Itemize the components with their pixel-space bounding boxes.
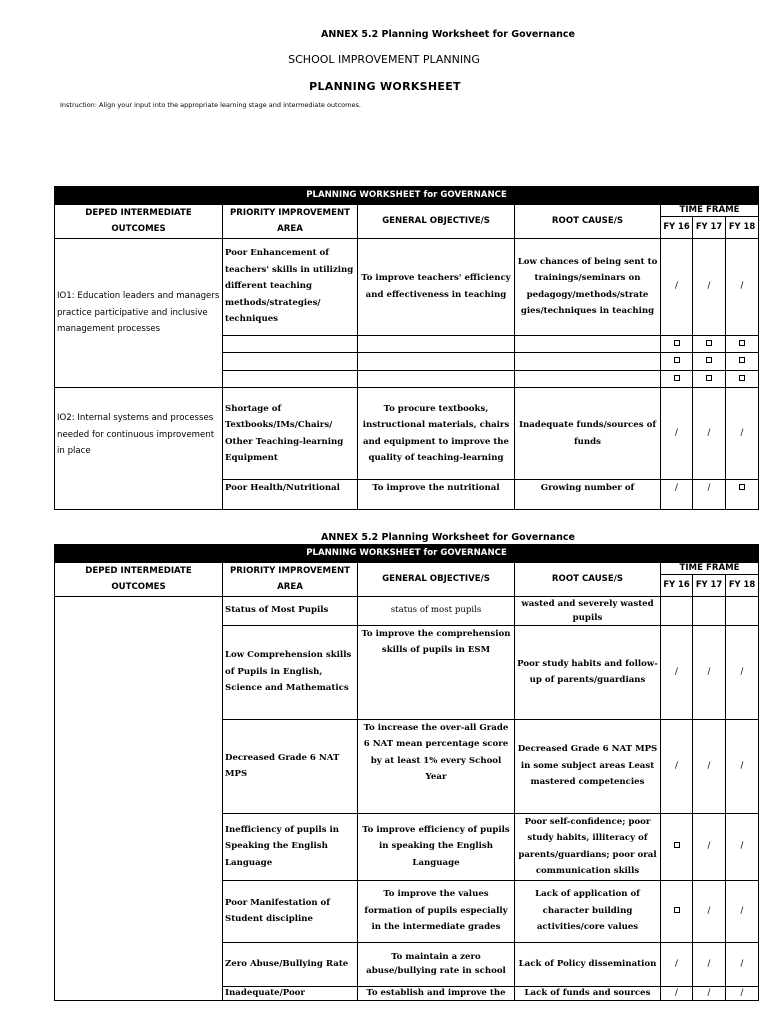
root-cause-cell: Lack of application of character building activities/core values (515, 880, 661, 942)
header-timeframe: TIME FRAME (661, 562, 759, 574)
outcome-cell-empty (55, 596, 223, 1000)
mark-fy18: / (726, 880, 759, 942)
mark-fy16: / (661, 719, 693, 813)
header-priority: PRIORITY IMPROVEMENT AREA (223, 562, 358, 596)
checkbox-mark (661, 880, 693, 942)
mark-fy17: / (693, 986, 726, 1000)
mark-fy17: / (693, 625, 726, 719)
header-fy16: FY 16 (661, 216, 693, 238)
root-cause-cell: Lack of Policy dissemination (515, 942, 661, 986)
mark-fy18: / (726, 986, 759, 1000)
priority-cell: Decreased Grade 6 NAT MPS (223, 719, 358, 813)
checkbox-mark (693, 353, 726, 371)
priority-cell: Inadequate/Poor (223, 986, 358, 1000)
checkbox-mark (726, 480, 759, 510)
mark-fy17: / (693, 942, 726, 986)
priority-cell: Poor Health/Nutritional (223, 480, 358, 510)
header-objective: GENERAL OBJECTIVE/S (358, 562, 515, 596)
annex-title: ANNEX 5.2 Planning Worksheet for Governance (321, 29, 575, 40)
header-fy16: FY 16 (661, 574, 693, 596)
mark-fy18: / (726, 719, 759, 813)
outcome-io1: IO1: Education leaders and managers practice participative and inclusive management processes (55, 238, 223, 388)
root-cause-cell: Lack of funds and sources (515, 986, 661, 1000)
root-cause-cell: Decreased Grade 6 NAT MPS in some subject areas Least mastered competencies (515, 719, 661, 813)
checkbox-mark (661, 813, 693, 880)
mark-fy17: / (693, 388, 726, 480)
objective-cell: To increase the over-all Grade 6 NAT mean percentage score by at least 1% every School Year (358, 719, 515, 813)
objective-cell: To establish and improve the (358, 986, 515, 1000)
mark-fy18 (726, 596, 759, 625)
objective-cell: To improve the comprehension skills of pupils in ESM (358, 625, 515, 719)
objective-cell: To maintain a zero abuse/bullying rate in school (358, 942, 515, 986)
root-cause-cell: Poor self-confidence; poor study habits, illiteracy of parents/guardians; poor oral communication skills (515, 813, 661, 880)
mark-fy16: / (661, 238, 693, 335)
header-fy18: FY 18 (726, 574, 759, 596)
instruction-text: Instruction: Align your input into the appropriate learning stage and intermediate outcomes. (60, 101, 361, 109)
table-banner: PLANNING WORKSHEET for GOVERNANCE (55, 187, 759, 205)
mark-fy18: / (726, 238, 759, 335)
objective-cell: To improve teachers' efficiency and effectiveness in teaching (358, 238, 515, 335)
checkbox-mark (661, 353, 693, 371)
checkbox-mark (693, 335, 726, 353)
priority-cell: Poor Enhancement of teachers' skills in utilizing different teaching methods/strategies/ techniques (223, 238, 358, 335)
priority-cell: Status of Most Pupils (223, 596, 358, 625)
worksheet-page-1 (0, 0, 768, 493)
mark-fy16: / (661, 388, 693, 480)
root-cause-cell: Growing number of (515, 480, 661, 510)
objective-cell: To improve the values formation of pupils especially in the intermediate grades (358, 880, 515, 942)
governance-table (54, 544, 759, 1001)
root-cause-cell: wasted and severely wasted pupils (515, 596, 661, 625)
worksheet-page-2 (0, 526, 768, 1024)
objective-cell: To improve efficiency of pupils in speaking the English Language (358, 813, 515, 880)
priority-cell: Low Comprehension skills of Pupils in English, Science and Mathematics (223, 625, 358, 719)
checkbox-mark (726, 370, 759, 388)
header-outcomes: DEPED INTERMEDIATE OUTCOMES (55, 204, 223, 238)
header-fy17: FY 17 (693, 216, 726, 238)
header-priority: PRIORITY IMPROVEMENT AREA (223, 204, 358, 238)
governance-table (54, 186, 759, 510)
header-root-cause: ROOT CAUSE/S (515, 204, 661, 238)
checkbox-mark (726, 335, 759, 353)
header-root-cause: ROOT CAUSE/S (515, 562, 661, 596)
checkbox-mark (693, 370, 726, 388)
priority-cell: Poor Manifestation of Student discipline (223, 880, 358, 942)
mark-fy18: / (726, 388, 759, 480)
mark-fy17: / (693, 813, 726, 880)
root-cause-cell: Inadequate funds/sources of funds (515, 388, 661, 480)
mark-fy17: / (693, 719, 726, 813)
priority-cell: Zero Abuse/Bullying Rate (223, 942, 358, 986)
mark-fy17: / (693, 880, 726, 942)
checkbox-mark (726, 353, 759, 371)
header-outcomes: DEPED INTERMEDIATE OUTCOMES (55, 562, 223, 596)
mark-fy17: / (693, 238, 726, 335)
mark-fy17: / (693, 480, 726, 510)
table-banner: PLANNING WORKSHEET for GOVERNANCE (55, 545, 759, 563)
mark-fy16: / (661, 942, 693, 986)
header-objective: GENERAL OBJECTIVE/S (358, 204, 515, 238)
objective-cell: To procure textbooks, instructional materials, chairs and equipment to improve the quality of teaching-learning (358, 388, 515, 480)
priority-cell: Shortage of Textbooks/IMs/Chairs/ Other Teaching-learning Equipment (223, 388, 358, 480)
header-fy17: FY 17 (693, 574, 726, 596)
annex-title: ANNEX 5.2 Planning Worksheet for Governance (321, 532, 575, 543)
mark-fy17 (693, 596, 726, 625)
subtitle: SCHOOL IMPROVEMENT PLANNING (288, 53, 480, 66)
table-viewport (0, 186, 768, 493)
mark-fy18: / (726, 942, 759, 986)
mark-fy16: / (661, 625, 693, 719)
checkbox-mark (661, 335, 693, 353)
mark-fy16: / (661, 986, 693, 1000)
worksheet-title: PLANNING WORKSHEET (309, 80, 461, 93)
mark-fy16: / (661, 480, 693, 510)
header-timeframe: TIME FRAME (661, 204, 759, 216)
objective-cell: To improve the nutritional (358, 480, 515, 510)
priority-cell: Inefficiency of pupils in Speaking the English Language (223, 813, 358, 880)
mark-fy16 (661, 596, 693, 625)
mark-fy18: / (726, 625, 759, 719)
checkbox-mark (661, 370, 693, 388)
root-cause-cell: Low chances of being sent to trainings/seminars on pedagogy/methods/strate gies/techniques in teaching (515, 238, 661, 335)
table-viewport (0, 544, 768, 998)
root-cause-cell: Poor study habits and follow-up of parents/guardians (515, 625, 661, 719)
mark-fy18: / (726, 813, 759, 880)
outcome-io2: IO2: Internal systems and processes needed for continuous improvement in place (55, 388, 223, 510)
objective-cell: status of most pupils (358, 596, 515, 625)
header-fy18: FY 18 (726, 216, 759, 238)
